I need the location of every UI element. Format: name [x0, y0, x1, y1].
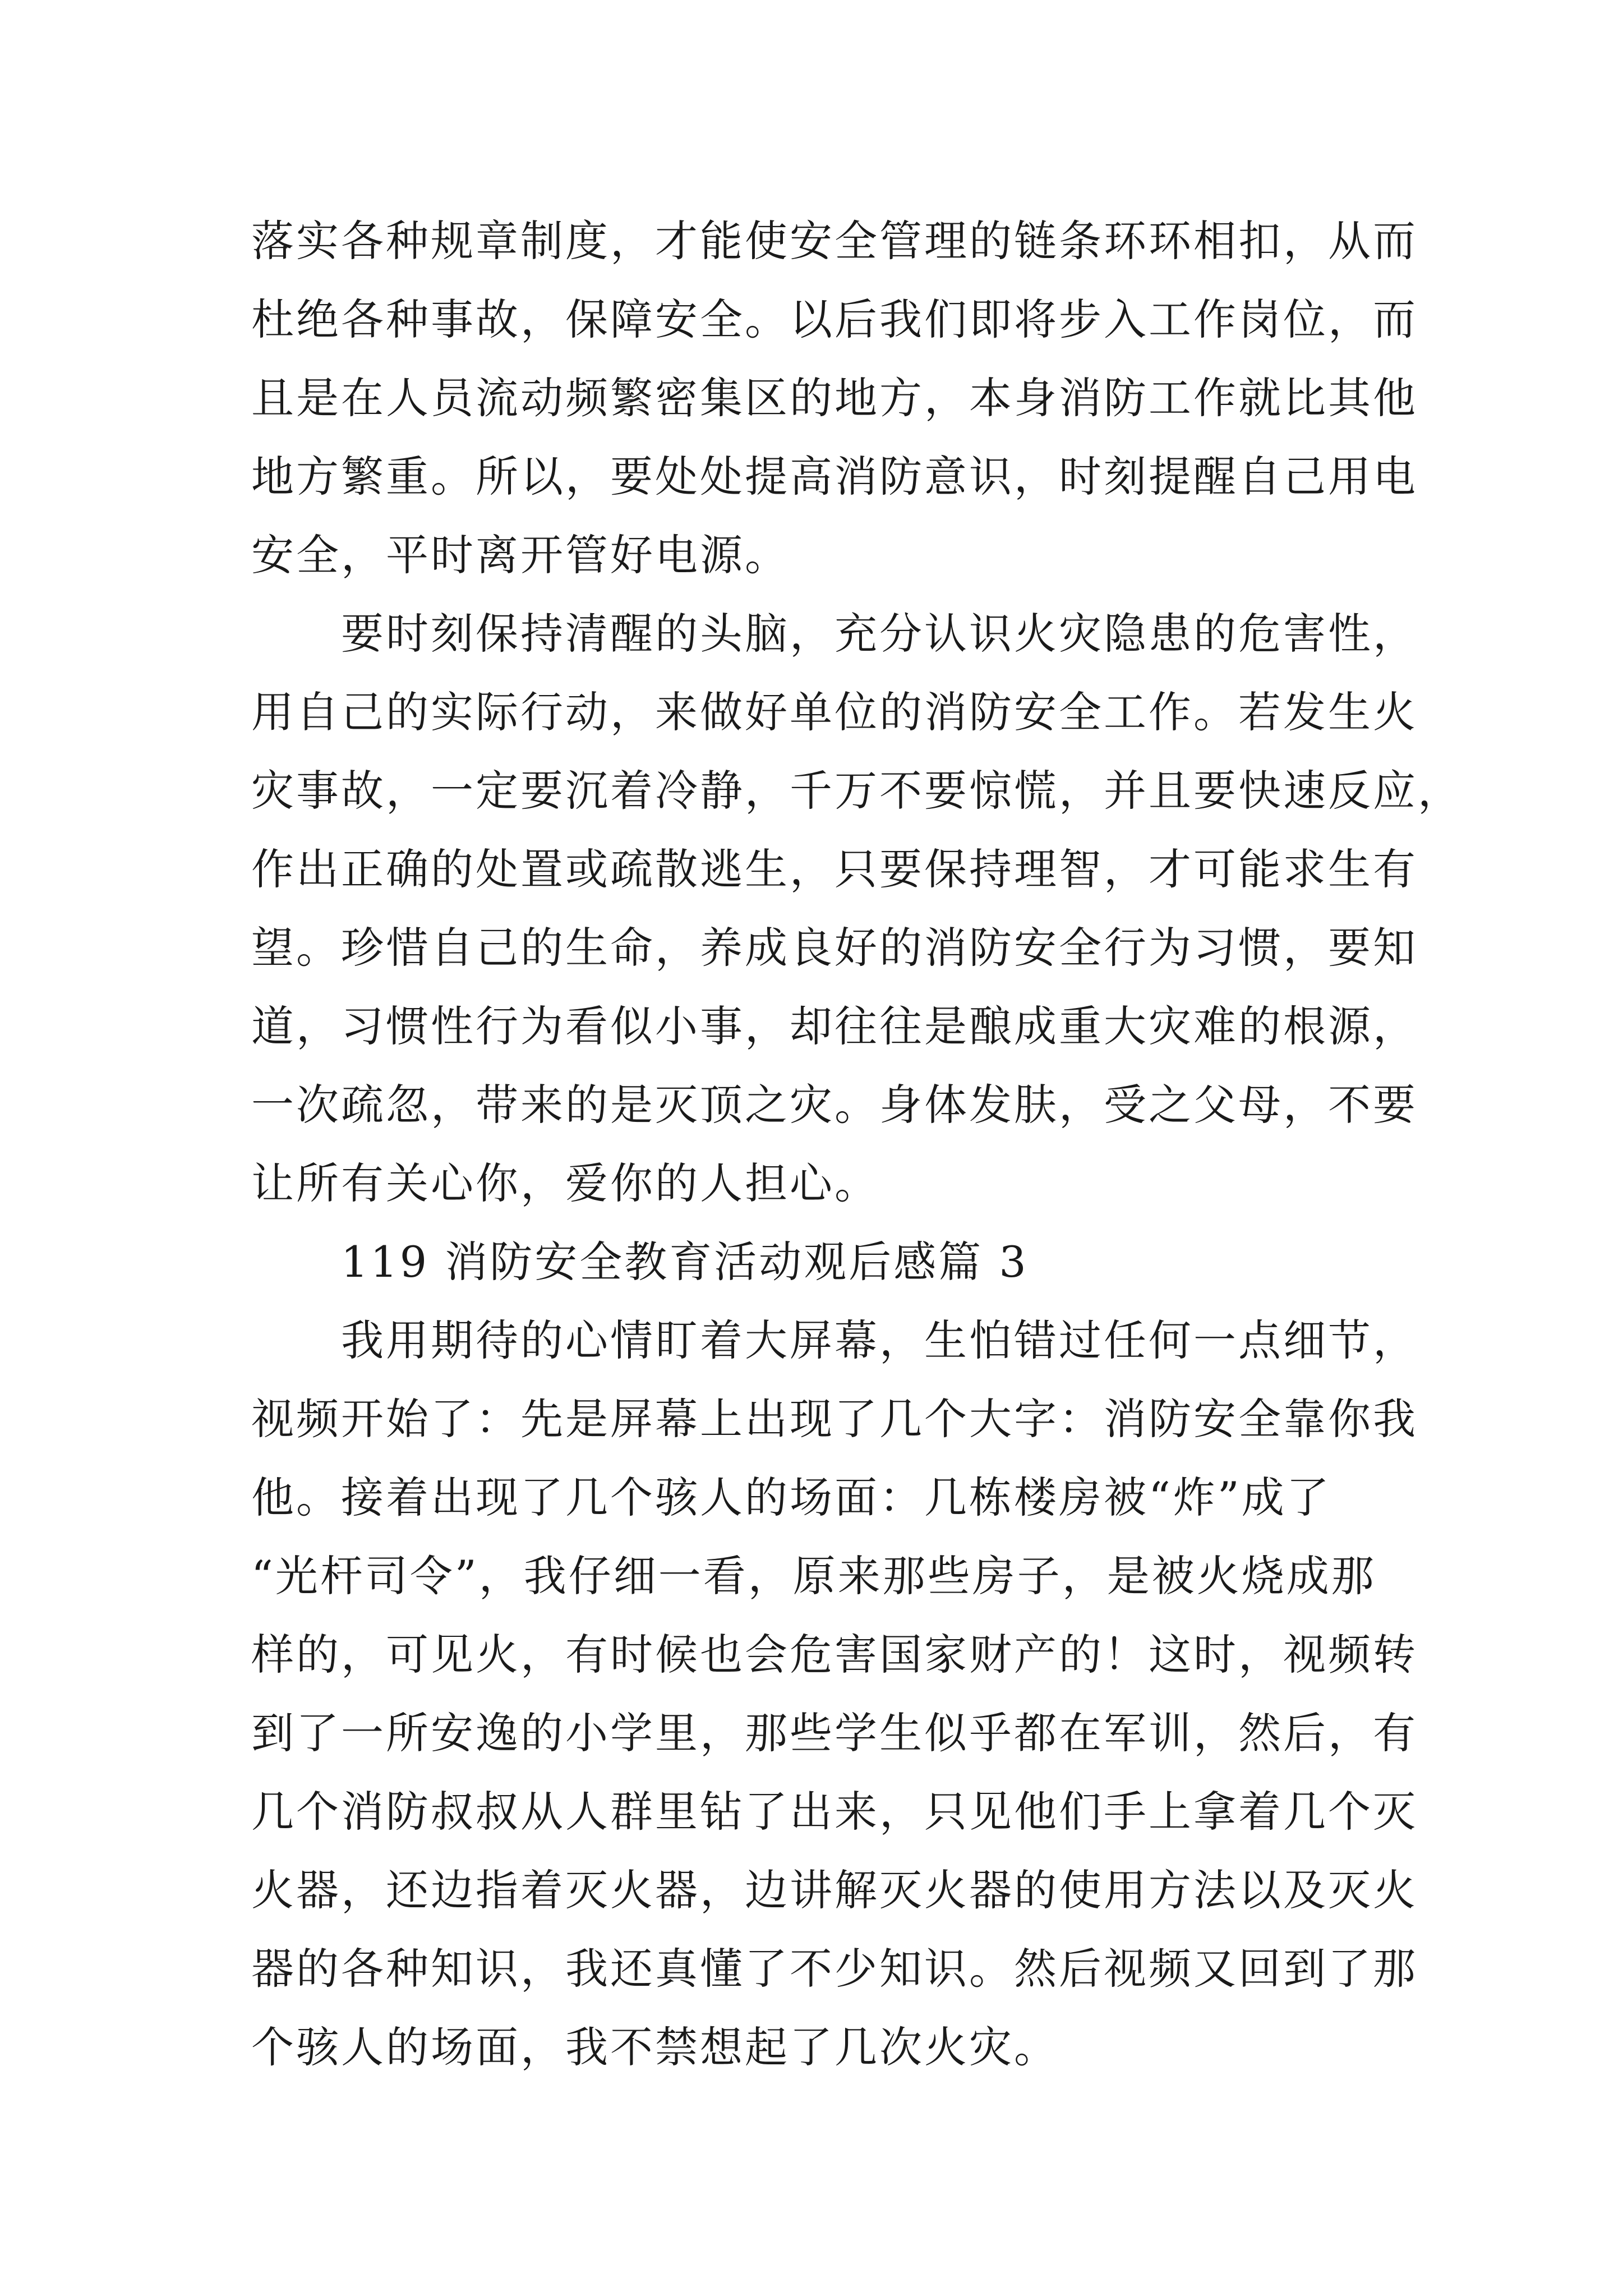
text-line: 杜绝各种事故，保障安全。以后我们即将步入工作岗位，而	[251, 295, 1418, 344]
text-line: 一次疏忽，带来的是灭顶之灾。身体发肤，受之父母，不要	[251, 1080, 1418, 1130]
text-line: 灾事故，一定要沉着冷静，千万不要惊慌，并且要快速反应，	[251, 766, 1463, 816]
text-line: 落实各种规章制度，才能使安全管理的链条环环相扣，从而	[251, 216, 1418, 266]
text-line: 道，习惯性行为看似小事，却往往是酿成重大灾难的根源，	[251, 1001, 1418, 1051]
text-line: 地方繁重。所以，要处处提高消防意识，时刻提醒自己用电	[251, 452, 1418, 501]
text-line: 几个消防叔叔从人群里钻了出来，只见他们手上拿着几个灭	[251, 1787, 1418, 1837]
text-line: “光杆司令”，我仔细一看，原来那些房子，是被火烧成那	[251, 1551, 1376, 1601]
text-line: 视频开始了：先是屏幕上出现了几个大字：消防安全靠你我	[251, 1394, 1418, 1444]
paragraph-start-line: 我用期待的心情盯着大屏幕，生怕错过任何一点细节，	[341, 1315, 1418, 1365]
text-line: 到了一所安逸的小学里，那些学生似乎都在军训，然后，有	[251, 1708, 1418, 1758]
body-text	[251, 202, 1463, 2087]
text-line: 安全，平时离开管好电源。	[251, 530, 790, 580]
text-line: 他。接着出现了几个骇人的场面：几栋楼房被“炸”成了	[251, 1473, 1331, 1522]
text-line: 器的各种知识，我还真懂了不少知识。然后视频又回到了那	[251, 1944, 1418, 1994]
text-line: 望。珍惜自己的生命，养成良好的消防安全行为习惯，要知	[251, 923, 1418, 973]
text-line: 用自己的实际行动，来做好单位的消防安全工作。若发生火	[251, 687, 1418, 737]
text-line: 个骇人的场面，我不禁想起了几次火灾。	[251, 2022, 1059, 2072]
text-line: 且是在人员流动频繁密集区的地方，本身消防工作就比其他	[251, 373, 1418, 423]
text-line: 让所有关心你，爱你的人担心。	[251, 1158, 879, 1208]
section-heading: 119 消防安全教育活动观后感篇 3	[341, 1237, 1029, 1287]
text-line: 作出正确的处置或疏散逃生，只要保持理智，才可能求生有	[251, 844, 1418, 894]
text-line: 样的，可见火，有时候也会危害国家财产的！这时，视频转	[251, 1630, 1418, 1680]
paragraph-start-line: 要时刻保持清醒的头脑，充分认识火灾隐患的危害性，	[341, 609, 1418, 659]
text-line: 火器，还边指着灭火器，边讲解灭火器的使用方法以及灭火	[251, 1865, 1418, 1915]
